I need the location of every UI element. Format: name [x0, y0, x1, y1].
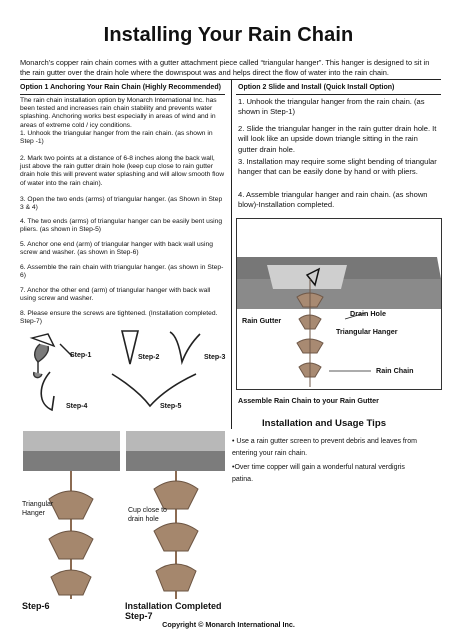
option1-heading: Option 1 Anchoring Your Rain Chain (Highly Recommended): [20, 84, 221, 91]
drain-hole-label: Drain Hole: [350, 309, 386, 318]
diagram-caption: Assemble Rain Chain to your Rain Gutter: [238, 396, 379, 405]
cup-close-photo-label: Cup close to drain hole: [128, 507, 167, 523]
option1-step8-text: 8. Please ensure the screws are tightened. (Installation completed. Step-7): [20, 310, 218, 326]
option1-step7-text: 7. Anchor the other end (arm) of triangular hanger with back wall using screw and washer.: [20, 287, 211, 303]
option1-step4-text: 4. The two ends (arms) of triangular hanger can be easily bent using pliers. (as shown in Step-5): [20, 218, 223, 234]
step3-figure: [170, 332, 200, 362]
gutter-diagram: [236, 218, 442, 390]
option1-para-intro: The rain chain installation option by Monarch International Inc. has been tested and increases rain chain stability and prevents water splashing. Anchoring works best especially in areas of wind and in areas of extreme cold / icy conditions.: [20, 97, 217, 129]
triangular-hanger-photo-label: Triangular Hanger: [22, 501, 54, 517]
option1-step1-text: 1. Unhook the triangular hanger from the rain chain. (as shown in Step -1): [20, 130, 213, 146]
tip-1: • Use a rain gutter screen to prevent debris and leaves from entering your rain chain.: [232, 438, 417, 457]
option1-step2-text: 2. Mark two points at a distance of 6-8 inches along the back wall, just above the rain gutter drain hole (keep cup close to rain gutter drain hole this will prevent water splashing and will allow smooth flow of water into the rain chain).: [20, 155, 225, 187]
option2-step4-text: 4. Assemble triangular hanger and rain chain. (as shown blow)-Installation completed.: [238, 190, 428, 210]
rain-gutter-label: Rain Gutter: [242, 316, 282, 325]
tip-2: •Over time copper will gain a wonderful natural verdigris patina.: [232, 464, 405, 483]
step1-label: Step-1: [70, 352, 92, 359]
option1-rule: [20, 94, 225, 95]
option2-step2-text: 2. Slide the triangular hanger in the rain gutter drain hole. It will look like an upside down triangle sitting in the rain gutter drain hole.: [238, 124, 437, 154]
rain-chain-label: Rain Chain: [376, 366, 414, 375]
option2-step3-text: 3. Installation may require some slight bending of triangular hanger that can be easily done by hand or with pliers.: [238, 157, 437, 177]
step7-caption: Installation Completed Step-7: [125, 601, 222, 621]
step2-figure: [122, 331, 138, 364]
option1-step5-text: 5. Anchor one end (arm) of triangular hanger with back wall using screw and washer. (as shown in Step-6): [20, 241, 213, 257]
triangular-hanger-label: Triangular Hanger: [336, 327, 398, 336]
step5-figure: [112, 374, 196, 406]
page-title: Installing Your Rain Chain: [103, 24, 354, 46]
intro-text: Monarch’s copper rain chain comes with a gutter attachment piece called “triangular hanger”. This hanger is designed to sit in the rain gutter over the drain hole where the downspout was and helps direct the flow of water into the rain chain.: [20, 58, 430, 77]
step4-label: Step-4: [66, 403, 88, 410]
option1-step3-text: 3. Open the two ends (arms) of triangular hanger. (as Shown in Step 3 & 4): [20, 196, 223, 212]
step6-caption: Step-6: [22, 601, 50, 611]
step4-figure: [41, 372, 54, 410]
hanger-steps-illustration: [20, 326, 260, 422]
step1-figure: [32, 334, 72, 378]
tips-heading: Installation and Usage Tips: [262, 418, 387, 429]
copyright: Copyright © Monarch International Inc.: [162, 620, 295, 629]
step5-label: Step-5: [160, 403, 182, 410]
step3-label: Step-3: [204, 354, 226, 361]
step2-label: Step-2: [138, 354, 160, 361]
option1-step6-text: 6. Assemble the rain chain with triangular hanger. (as shown in Step-6): [20, 264, 224, 280]
option2-heading: Option 2 Slide and Install (Quick Install Option): [238, 84, 395, 91]
option2-step1-text: 1. Unhook the triangular hanger from the rain chain. (as shown in Step-1): [238, 97, 425, 117]
option2-rule: [236, 94, 441, 95]
